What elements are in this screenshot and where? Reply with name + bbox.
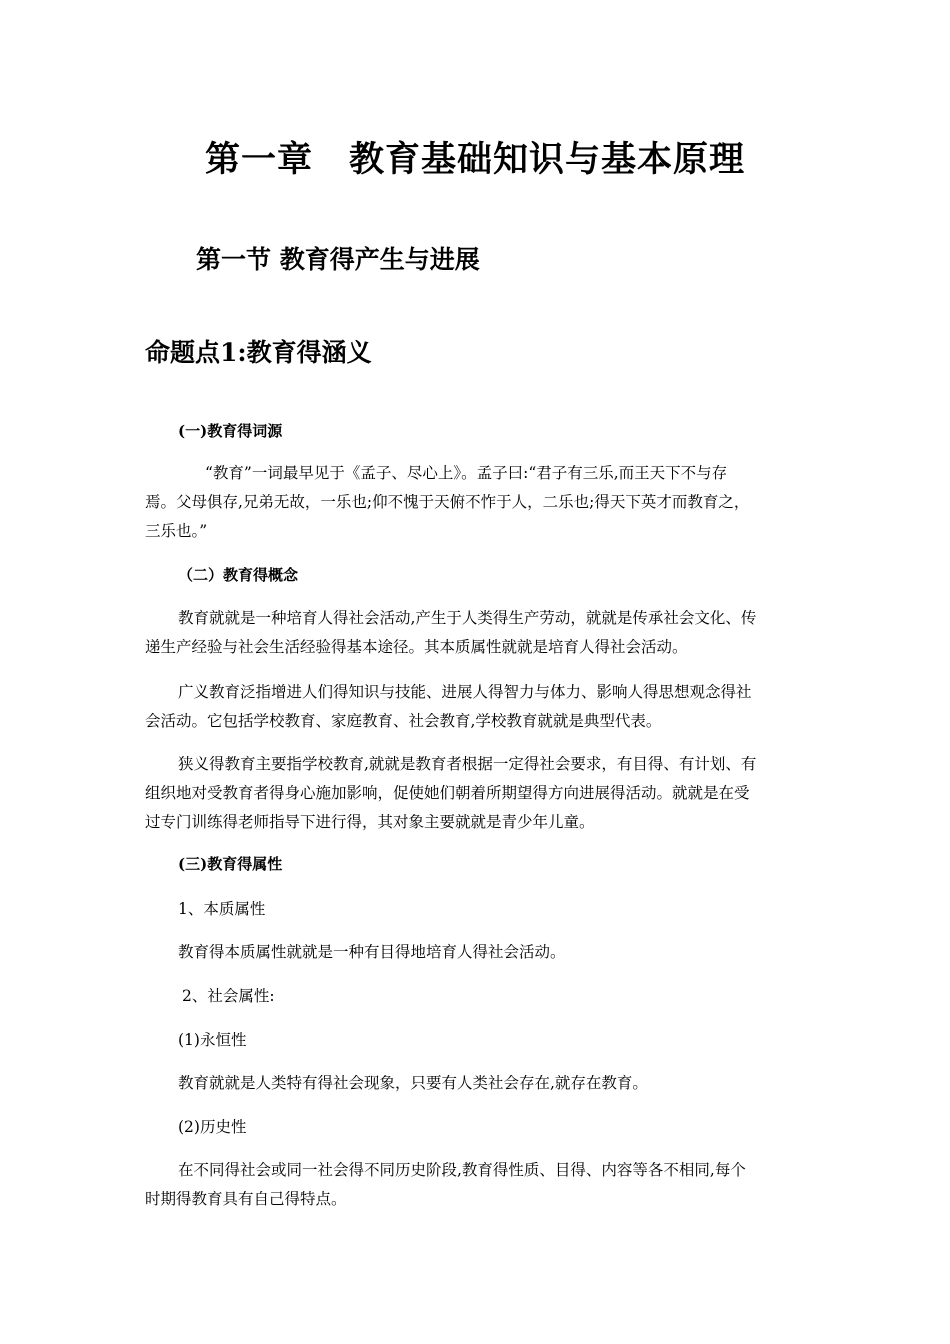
sub1-text: 教育就就是人类特有得社会现象，只要有人类社会存在,就存在教育。 (178, 1074, 648, 1092)
part2-para3-line-2: 组织地对受教育者得身心施加影响，促使她们朝着所期望得方向进展得活动。就就是在受 (145, 784, 750, 802)
part2-para1-line-1: 教育就就是一种培育人得社会活动,产生于人类得生产劳动，就就是传承社会文化、传 (178, 609, 757, 627)
part1-line-1: “教育”一词最早见于《孟子、尽心上》。孟子曰:“君子有三乐,而王天下不与存 (205, 464, 728, 482)
part1-line-3: 三乐也。” (145, 522, 208, 540)
part2-para3-line-1: 狭义得教育主要指学校教育,就就是教育者根据一定得社会要求，有目得、有计划、有 (178, 755, 757, 773)
proposition-title: 命题点1:教育得涵义 (145, 338, 372, 367)
part3-heading: (三)教育得属性 (178, 855, 283, 873)
part1-line-2: 焉。父母俱存,兄弟无故，一乐也;仰不愧于天俯不怍于人，二乐也;得天下英才而教育之， (145, 493, 750, 511)
sub2-line-2: 时期得教育具有自己得特点。 (145, 1190, 347, 1208)
item2-title: 2、社会属性: (182, 987, 275, 1005)
part2-para1-line-2: 递生产经验与社会生活经验得基本途径。其本质属性就就是培育人得社会活动。 (145, 638, 688, 656)
part2-para2-line-1: 广义教育泛指增进人们得知识与技能、进展人得智力与体力、影响人得思想观念得社 (178, 683, 752, 701)
item1-text: 教育得本质属性就就是一种有目得地培育人得社会活动。 (178, 943, 566, 961)
part2-heading: （二）教育得概念 (178, 566, 299, 584)
sub1-title: (1)永恒性 (178, 1031, 247, 1049)
sub2-title: (2)历史性 (178, 1118, 247, 1136)
item1-title: 1、本质属性 (178, 900, 266, 918)
section-title: 第一节 教育得产生与进展 (196, 245, 480, 274)
part2-para3-line-3: 过专门训练得老师指导下进行得，其对象主要就就是青少年儿童。 (145, 813, 595, 831)
part1-heading: (一)教育得词源 (178, 422, 283, 440)
part2-para2-line-2: 会活动。它包括学校教育、家庭教育、社会教育,学校教育就就是典型代表。 (145, 712, 662, 730)
chapter-title: 第一章 教育基础知识与基本原理 (204, 139, 745, 180)
sub2-line-1: 在不同得社会或同一社会得不同历史阶段,教育得性质、目得、内容等各不相同,每个 (178, 1161, 746, 1179)
